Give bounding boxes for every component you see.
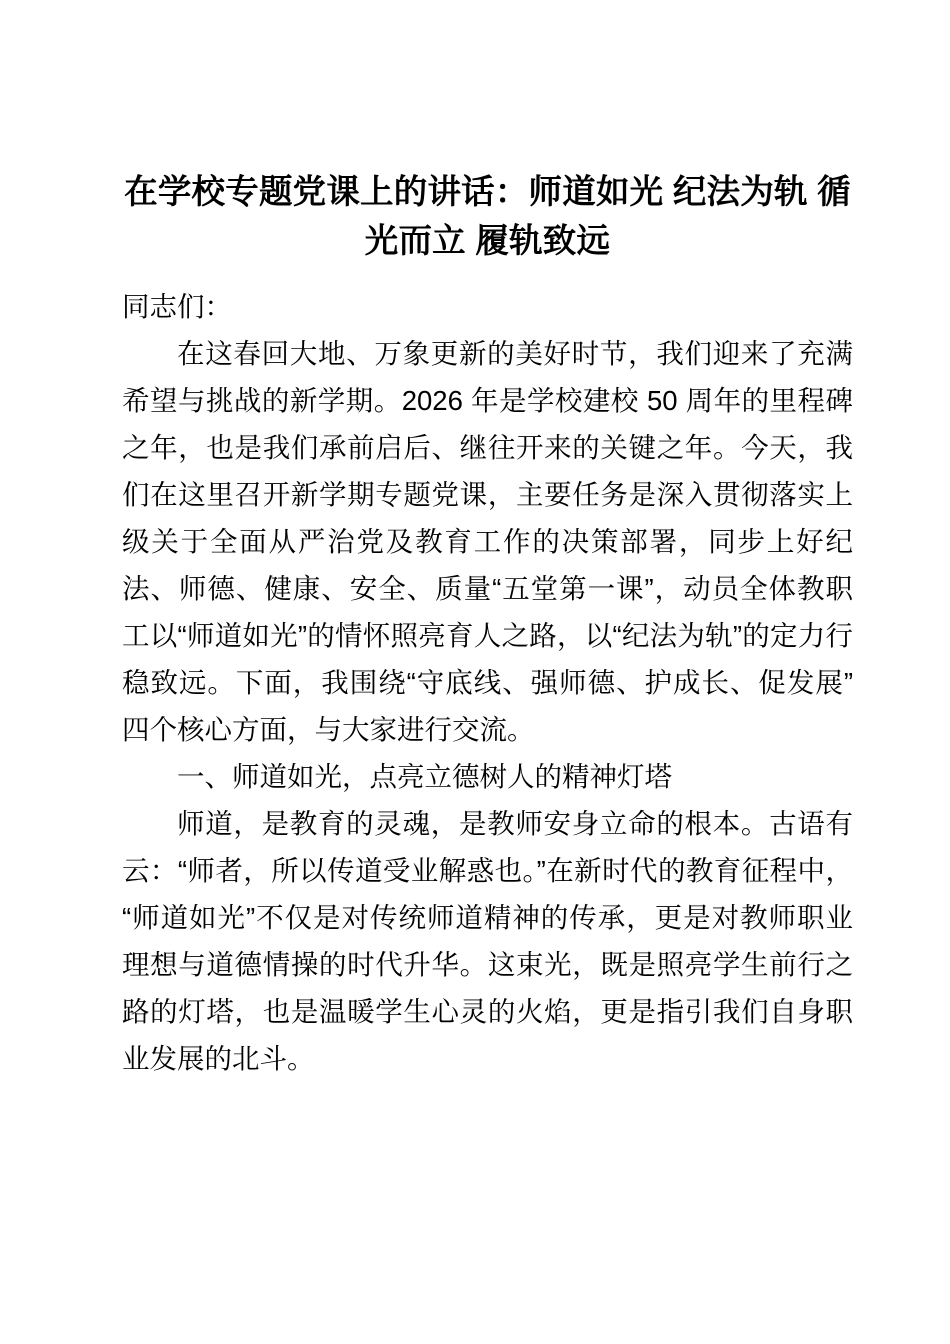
- page-title: 在学校专题党课上的讲话：师道如光 纪法为轨 循光而立 履轨致远: [124, 174, 851, 260]
- section-heading-one: 一、师道如光，点亮立德树人的精神灯塔: [177, 761, 672, 792]
- opening-paragraph: 在这春回大地、万象更新的美好时节，我们迎来了充满希望与挑战的新学期。2026 年是学校建校 50 周年的里程碑之年，也是我们承前启后、继往开来的关键之年。今天，我们在这里召开新学期专题党课，主要任务是深入贯彻落实上级关于全面从严治党及教育工作的决策部署，同步上好纪法、师德、健康、安全、质量“五堂第一课”，动员全体教职工以“师道如光”的情怀照亮育人之路，以“纪法为轨”的定力行稳致远。下面，我围绕“守底线、强师德、护成长、促发展”四个核心方面，与大家进行交流。: [122, 338, 853, 745]
- salutation: 同志们：: [122, 291, 232, 322]
- document-body: [122, 168, 853, 1082]
- section-one-paragraph: 师道，是教育的灵魂，是教师安身立命的根本。古语有云：“师者，所以传道受业解惑也。”在新时代的教育征程中，“师道如光”不仅是对传统师道精神的传承，更是对教师职业理想与道德情操的时代升华。这束光，既是照亮学生前行之路的灯塔，也是温暖学生心灵的火焰，更是指引我们自身职业发展的北斗。: [122, 808, 853, 1074]
